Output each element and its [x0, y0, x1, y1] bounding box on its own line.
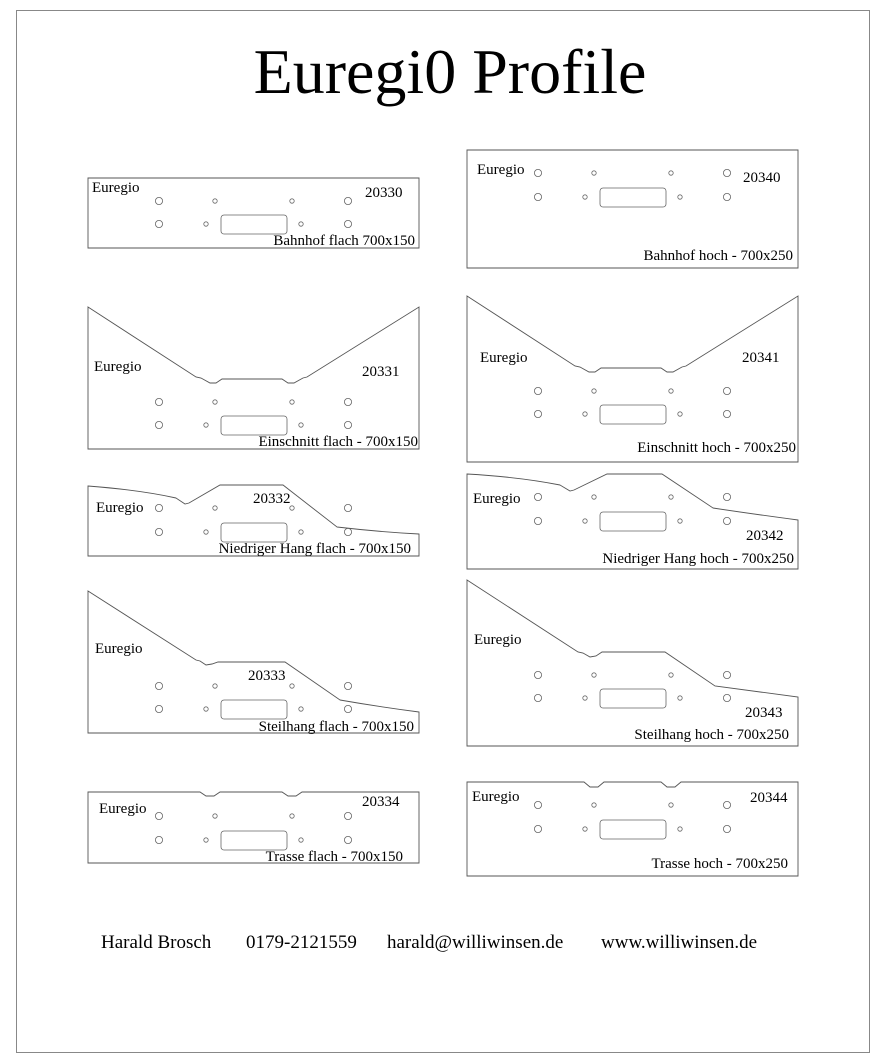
panel-number: 20340: [743, 170, 781, 186]
panel-number: 20343: [745, 705, 783, 721]
panel-brand: Euregio: [480, 350, 528, 366]
panel-brand: Euregio: [473, 491, 521, 507]
panel-label: Niedriger Hang hoch - 700x250: [602, 551, 794, 567]
panel-brand: Euregio: [99, 801, 147, 817]
page-border: [17, 11, 870, 1053]
panel-brand: Euregio: [92, 180, 140, 196]
panel-label: Bahnhof flach 700x150: [273, 233, 415, 249]
panel-label: Steilhang hoch - 700x250: [634, 727, 789, 743]
panel-number: 20341: [742, 350, 780, 366]
panel-brand: Euregio: [472, 789, 520, 805]
panel-number: 20344: [750, 790, 788, 806]
footer-name: Harald Brosch: [101, 932, 212, 953]
panel-label: Trasse hoch - 700x250: [651, 856, 788, 872]
panel-number: 20333: [248, 668, 286, 684]
page-title: Euregi0 Profile: [253, 36, 647, 107]
panel-label: Bahnhof hoch - 700x250: [643, 248, 793, 264]
panel-number: 20332: [253, 491, 291, 507]
panel-brand: Euregio: [96, 500, 144, 516]
footer-email: harald@williwinsen.de: [387, 932, 564, 953]
panel-number: 20331: [362, 364, 400, 380]
panel-label: Trasse flach - 700x150: [265, 849, 403, 865]
panel-label: Einschnitt hoch - 700x250: [637, 440, 796, 456]
panel-label: Steilhang flach - 700x150: [258, 719, 414, 735]
panel-number: 20330: [365, 185, 403, 201]
panel-brand: Euregio: [95, 641, 143, 657]
panel-brand: Euregio: [474, 632, 522, 648]
panel-label: Einschnitt flach - 700x150: [258, 434, 418, 450]
panel-brand: Euregio: [477, 162, 525, 178]
footer: [101, 932, 757, 953]
panel-number: 20342: [746, 528, 784, 544]
footer-website: www.williwinsen.de: [601, 932, 758, 953]
panel-number: 20334: [362, 794, 400, 810]
panel-brand: Euregio: [94, 359, 142, 375]
footer-phone: 0179-2121559: [246, 932, 357, 953]
panel-label: Niedriger Hang flach - 700x150: [218, 541, 411, 557]
